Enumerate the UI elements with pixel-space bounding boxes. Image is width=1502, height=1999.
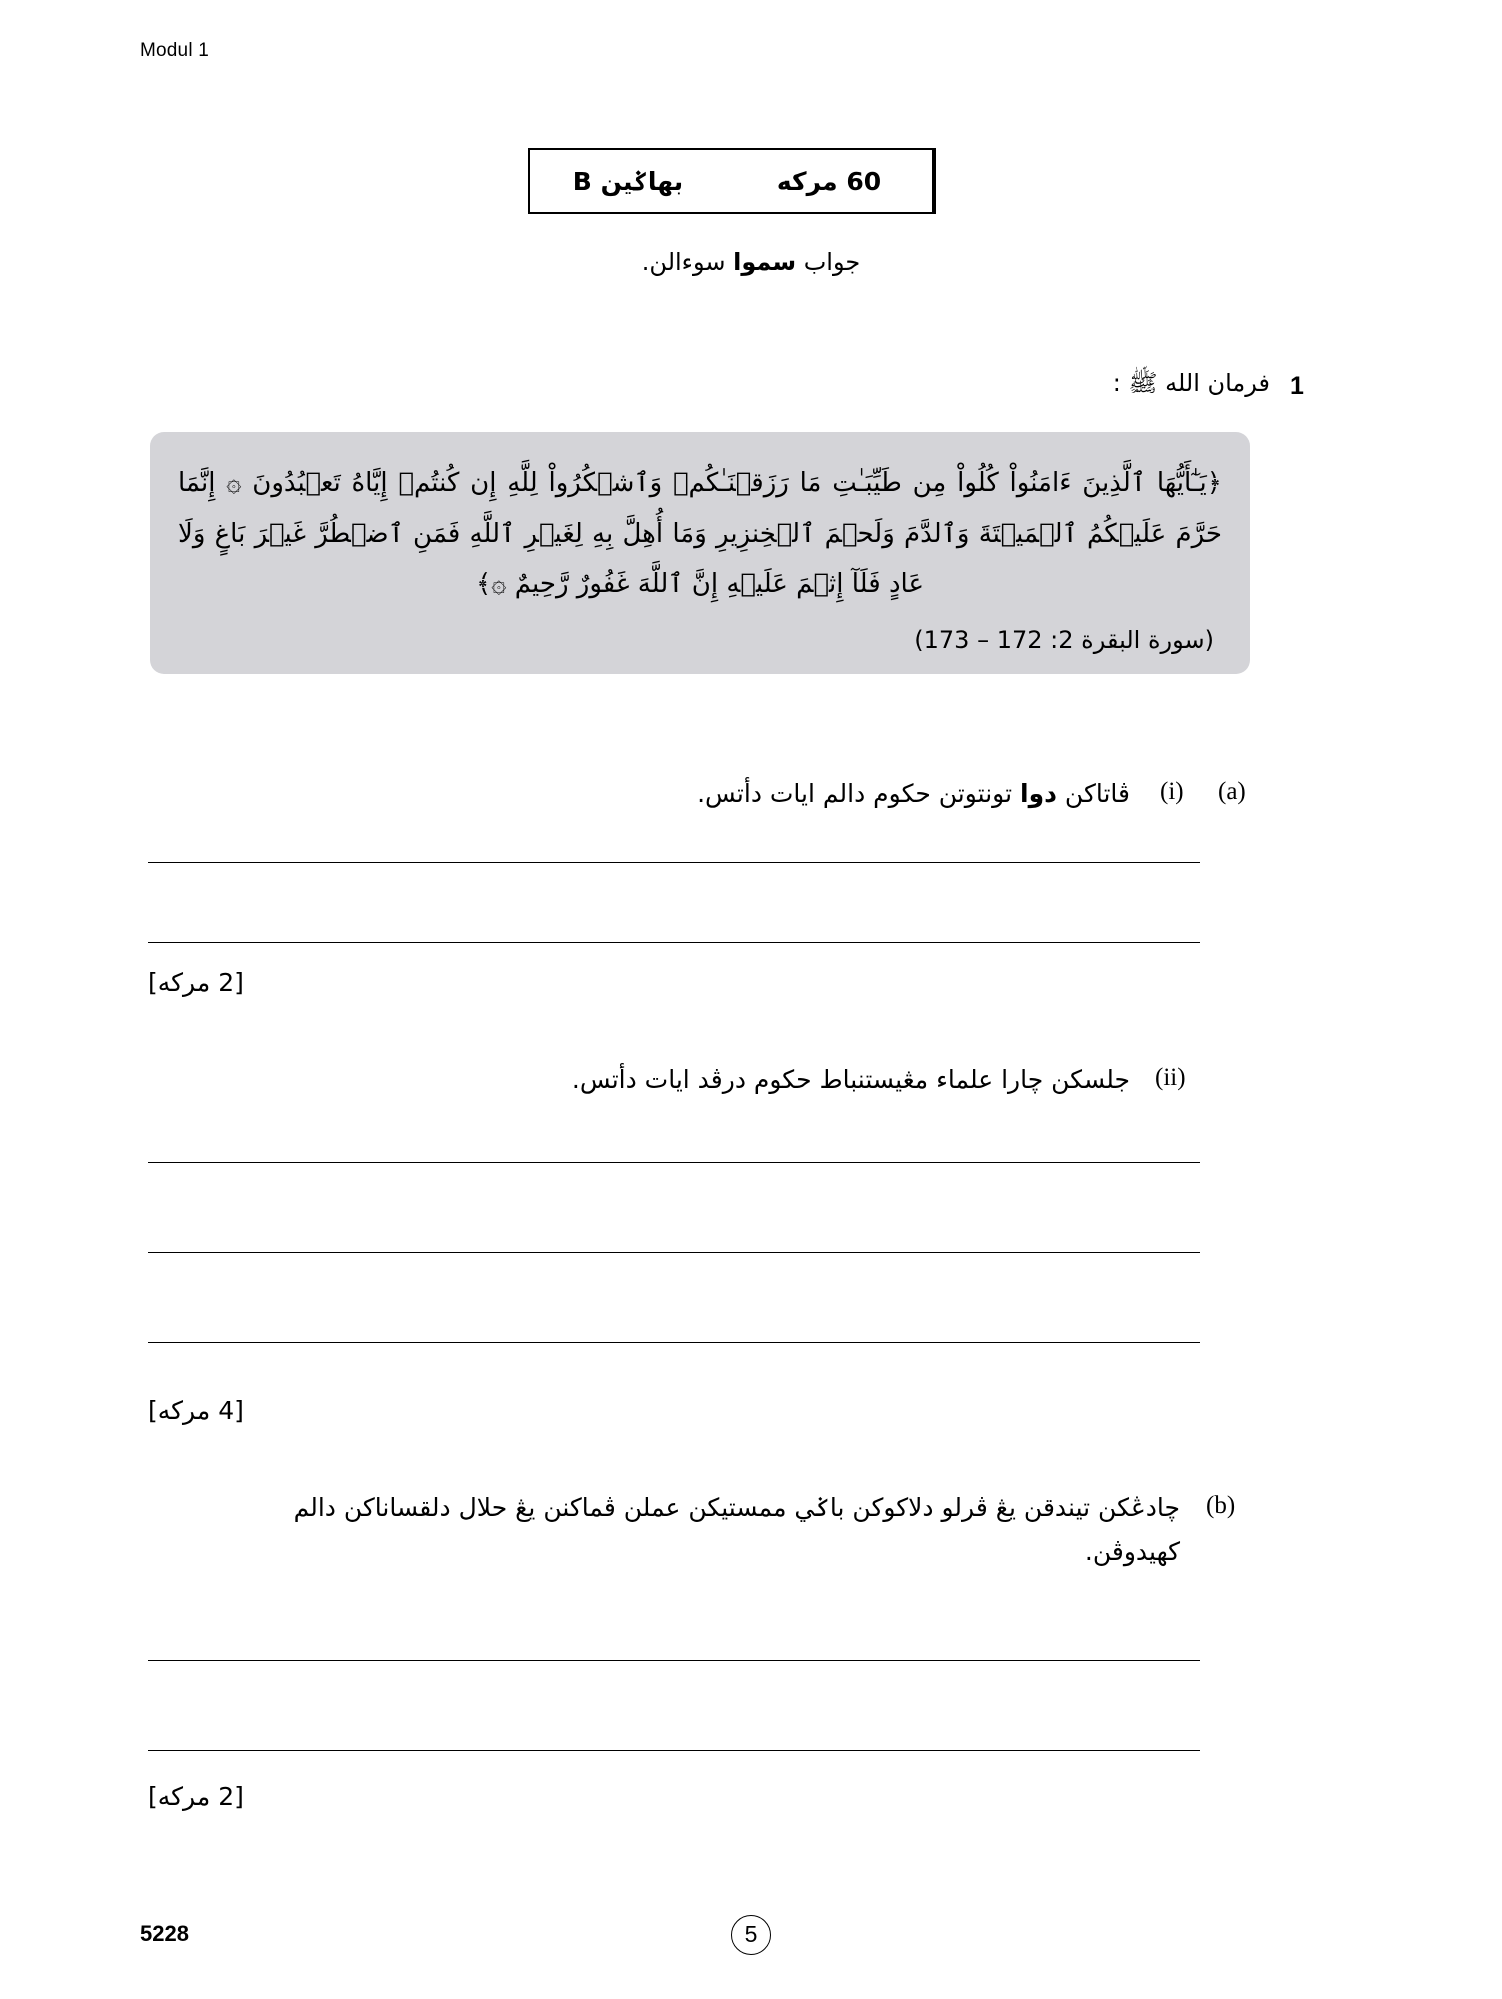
- section-marks-cell: 60 مركه: [726, 150, 934, 212]
- answer-line[interactable]: [148, 1660, 1200, 1661]
- quran-verse-text: ﴿يَـٰٓأَيُّهَا ٱلَّذِينَ ءَامَنُواْ كُلُواْ مِن طَيِّبَـٰتِ مَا رَزَقۡنَـٰكُمۡ وَٱشۡكُرُواْ لِلَّهِ إِن كُنتُمۡ إِيَّاهُ تَعۡبُدُونَ ۞ إِنَّمَا حَرَّمَ عَلَيۡكُمُ ٱلۡمَيۡتَةَ وَٱلدَّمَ وَلَحۡمَ ٱلۡخِنزِيرِ وَمَا أُهِلَّ بِهِ لِغَيۡرِ ٱللَّهِ فَمَنِ ٱضۡطُرَّ غَيۡرَ بَاغٍ وَلَا عَادٍ فَلَآ إِثۡمَ عَلَيۡهِ إِنَّ ٱللَّهَ غَفُورٌ رَّحِيمٌ ۞﴾: [178, 468, 1222, 600]
- question-stem: فرمان الله ﷺ :: [1112, 369, 1270, 397]
- page-number-value: 5: [731, 1915, 771, 1955]
- marks-note-a-i: [2 مركه]: [148, 968, 244, 997]
- question-text-a-ii: [400, 1058, 1130, 1102]
- answer-line[interactable]: [148, 862, 1200, 863]
- answer-line[interactable]: [148, 1162, 1200, 1163]
- question-text-a-ii-prefix: جلسكن چارا علماء مڠيستنباط حكوم درڤد ايات دأتس.: [571, 1065, 1130, 1094]
- answer-line[interactable]: [148, 1252, 1200, 1253]
- answer-line[interactable]: [148, 1750, 1200, 1751]
- part-label-a: (a): [1218, 778, 1246, 805]
- question-text-a-i-suffix: تونتوتن حكوم دالم ايات دأتس.: [697, 779, 1021, 808]
- answer-line[interactable]: [148, 942, 1200, 943]
- section-title-cell: بهاݢين B: [572, 166, 684, 196]
- question-text-a-i-prefix: ڤاتاكن: [1056, 779, 1130, 808]
- question-text-a-i: [560, 772, 1130, 816]
- instruction-prefix: جواب: [796, 248, 861, 276]
- item-label-a-ii: (ii): [1155, 1064, 1186, 1091]
- paper-code: 5228: [140, 1921, 189, 1946]
- section-header-box: [528, 148, 936, 214]
- marks-note-a-ii: [4 مركه]: [148, 1396, 244, 1425]
- question-text-b-prefix: چادڠكن تيندقن يڠ ڤرلو دلاكوكن باݢي ممستيكن عملن ڤماكنن يڠ حلال دلقساناكن دالم كهيدوڤن.: [293, 1493, 1180, 1566]
- part-label-b: (b): [1206, 1492, 1236, 1519]
- instruction-suffix: سوءالن.: [641, 248, 734, 276]
- item-label-a-i: (i): [1160, 778, 1184, 805]
- quran-reference: (سورة البقرة 2: 172 – 173): [914, 626, 1214, 655]
- question-text-a-i-emphasis: دوا: [1020, 779, 1057, 808]
- answer-line[interactable]: [148, 1342, 1200, 1343]
- quran-quote-box: [150, 432, 1250, 674]
- section-instruction: [0, 248, 1502, 276]
- question-number: 1: [1290, 372, 1304, 400]
- instruction-emphasis: سموا: [733, 248, 797, 276]
- marks-note-b: [2 مركه]: [148, 1782, 244, 1811]
- question-text-b: [225, 1486, 1180, 1574]
- module-label: Modul 1: [140, 40, 209, 61]
- page-number: [0, 1915, 1502, 1955]
